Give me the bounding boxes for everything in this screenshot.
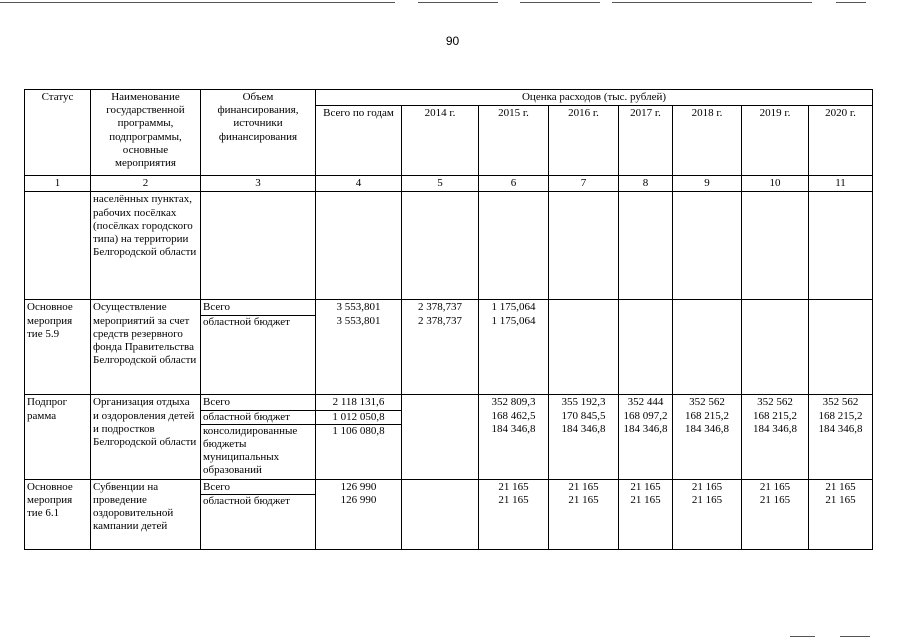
source-label: областной бюджет <box>203 315 290 328</box>
value: 1 175,064 <box>491 314 536 327</box>
value: 1 012 050,8 <box>316 411 401 425</box>
row-sources <box>201 395 316 479</box>
row-year-value <box>742 479 809 549</box>
column-number: 11 <box>809 176 873 192</box>
header-name: Наименование государственной программы, подпрограммы, основные мероприятия <box>91 90 201 176</box>
value: 21 165 <box>568 493 599 506</box>
bottom-rule <box>790 636 815 637</box>
row-year-value <box>809 395 873 479</box>
table-row <box>25 192 873 300</box>
value: 21 165 <box>825 480 856 493</box>
value: 126 990 <box>340 480 377 493</box>
row-year-value <box>742 395 809 479</box>
column-number: 3 <box>201 176 316 192</box>
value: 184 346,8 <box>623 422 668 435</box>
header-year: 2014 г. <box>402 106 479 176</box>
row-year-value <box>809 300 873 395</box>
header-year: 2017 г. <box>619 106 673 176</box>
row-year-value <box>673 192 742 300</box>
row-name: Организация отдыха и оздоровления детей и подростков Белгородской области <box>91 395 201 479</box>
header-year: 2015 г. <box>479 106 549 176</box>
row-year-value <box>809 192 873 300</box>
row-sources <box>201 300 316 395</box>
header-year: 2018 г. <box>673 106 742 176</box>
value: 21 165 <box>498 480 529 493</box>
row-name: населённых пунктах, рабочих посёлках (посёлках городского типа) на территории Белгородской области <box>91 192 201 300</box>
row-name: Субвенции на проведение оздоровительной кампании детей <box>91 479 201 549</box>
table-row <box>25 300 873 395</box>
value: 168 215,2 <box>753 409 797 422</box>
value: 2 378,737 <box>418 301 462 314</box>
row-year-value <box>809 479 873 549</box>
bottom-rule <box>840 636 870 637</box>
column-number: 2 <box>91 176 201 192</box>
value: 352 444 <box>627 396 664 409</box>
value: 170 845,5 <box>561 409 606 422</box>
row-year-value <box>673 479 742 549</box>
row-name: Осуществление мероприятий за счет средств резервного фонда Правительства Белгородской области <box>91 300 201 395</box>
top-rule <box>836 2 866 3</box>
value: 352 562 <box>757 396 793 409</box>
row-year-value <box>742 192 809 300</box>
header-row <box>25 90 873 106</box>
header-estimate: Оценка расходов (тыс. рублей) <box>316 90 873 106</box>
row-year-value <box>619 192 673 300</box>
value: 126 990 <box>340 493 377 506</box>
top-rule <box>0 2 395 3</box>
header-total: Всего по годам <box>316 106 402 176</box>
value: 21 165 <box>568 480 599 493</box>
top-rule <box>418 2 498 3</box>
value: 168 215,2 <box>685 409 729 422</box>
row-status <box>25 192 91 300</box>
expenditure-table <box>24 89 873 550</box>
top-rule <box>520 2 600 3</box>
value: 3 553,801 <box>336 314 381 327</box>
top-rule <box>612 2 812 3</box>
row-year-value <box>673 300 742 395</box>
value: 184 346,8 <box>685 422 729 435</box>
value: 21 165 <box>825 493 856 506</box>
row-year-value <box>402 479 479 549</box>
value: 184 346,8 <box>561 422 606 435</box>
row-total <box>316 479 402 549</box>
column-number: 9 <box>673 176 742 192</box>
value: 352 809,3 <box>491 396 536 409</box>
row-year-value <box>402 300 479 395</box>
column-number: 8 <box>619 176 673 192</box>
row-year-value <box>402 395 479 479</box>
value: 2 118 131,6 <box>316 396 401 410</box>
row-year-value <box>549 479 619 549</box>
value: 1 106 080,8 <box>332 424 385 437</box>
table-row <box>25 395 873 479</box>
row-total <box>316 395 402 479</box>
source-label: областной бюджет <box>201 411 315 425</box>
row-year-value <box>402 192 479 300</box>
value: 1 175,064 <box>491 301 536 314</box>
column-number: 10 <box>742 176 809 192</box>
header-year: 2016 г. <box>549 106 619 176</box>
source-label: консолидированные бюджеты муниципальных образований <box>203 424 298 477</box>
row-sources <box>201 479 316 549</box>
row-sources <box>201 192 316 300</box>
row-year-value <box>549 192 619 300</box>
value: 21 165 <box>759 493 791 506</box>
row-year-value <box>742 300 809 395</box>
value: 21 165 <box>630 493 661 506</box>
source-label: Всего <box>201 396 315 410</box>
header-year: 2020 г. <box>809 106 873 176</box>
value: 168 215,2 <box>818 409 863 422</box>
value: 184 346,8 <box>818 422 863 435</box>
row-year-value <box>619 479 673 549</box>
row-year-value <box>619 300 673 395</box>
value: 21 165 <box>691 493 723 506</box>
column-number: 5 <box>402 176 479 192</box>
value: 21 165 <box>691 480 723 493</box>
table-row <box>25 479 873 549</box>
row-year-value <box>619 395 673 479</box>
row-year-value <box>549 300 619 395</box>
value: 352 562 <box>822 396 859 409</box>
column-number: 7 <box>549 176 619 192</box>
value: 21 165 <box>498 493 529 506</box>
page-number: 90 <box>445 34 460 48</box>
column-number: 6 <box>479 176 549 192</box>
value: 355 192,3 <box>561 396 606 409</box>
header-year: 2019 г. <box>742 106 809 176</box>
value: 184 346,8 <box>753 422 797 435</box>
row-year-value <box>673 395 742 479</box>
header-status: Статус <box>25 90 91 176</box>
column-number-row <box>25 176 873 192</box>
value: 21 165 <box>759 480 791 493</box>
row-year-value <box>549 395 619 479</box>
source-label: Всего <box>201 301 315 315</box>
row-year-value <box>479 192 549 300</box>
row-year-value <box>479 395 549 479</box>
row-year-value <box>479 479 549 549</box>
value: 3 553,801 <box>336 301 381 314</box>
row-status: Подпрог рамма <box>25 395 91 479</box>
row-total <box>316 300 402 395</box>
value: 352 562 <box>689 396 725 409</box>
source-label: Всего <box>201 481 315 495</box>
value: 21 165 <box>630 480 661 493</box>
row-total <box>316 192 402 300</box>
row-status: Основное мероприя тие 6.1 <box>25 479 91 549</box>
value: 184 346,8 <box>491 422 536 435</box>
column-number: 4 <box>316 176 402 192</box>
row-year-value <box>479 300 549 395</box>
value: 168 462,5 <box>491 409 536 422</box>
header-volume: Объем финансирования, источники финансирования <box>201 90 316 176</box>
source-label: областной бюджет <box>203 494 290 507</box>
row-status: Основное мероприя тие 5.9 <box>25 300 91 395</box>
value: 2 378,737 <box>418 314 462 327</box>
column-number: 1 <box>25 176 91 192</box>
value: 168 097,2 <box>623 409 668 422</box>
